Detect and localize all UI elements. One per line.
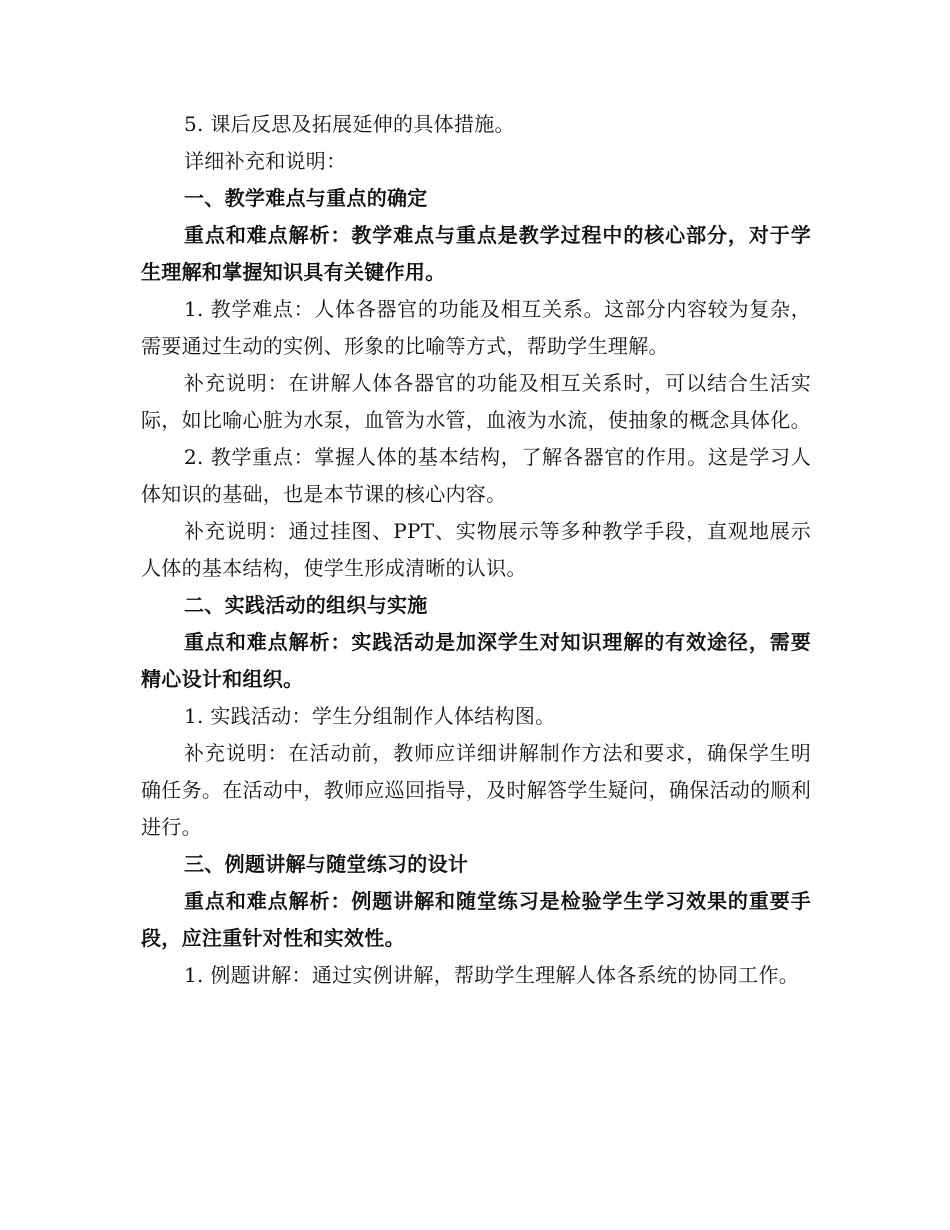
- list-item-5: 5. 课后反思及拓展延伸的具体措施。: [184, 112, 515, 136]
- analysis-paragraph-3: 重点和难点解析：例题讲解和随堂练习是检验学生学习效果的重要手段，应注重针对性和实效性。: [141, 889, 811, 950]
- section-heading-3: 三、例题讲解与随堂练习的设计: [184, 852, 469, 876]
- supplement-paragraph-3: 补充说明：在活动前，教师应详细讲解制作方法和要求，确保学生明确任务。在活动中，教师应巡回指导，及时解答学生疑问，确保活动的顺利进行。: [141, 741, 811, 839]
- section-heading-2: 二、实践活动的组织与实施: [184, 593, 428, 617]
- key-point-paragraph: 2. 教学重点：掌握人体的基本结构，了解各器官的作用。这是学习人体知识的基础，也是本节课的核心内容。: [141, 445, 811, 506]
- analysis-paragraph-1: 重点和难点解析：教学难点与重点是教学过程中的核心部分，对于学生理解和掌握知识具有关键作用。: [141, 223, 811, 284]
- supplement-paragraph-2: 补充说明：通过挂图、PPT、实物展示等多种教学手段，直观地展示人体的基本结构，使学生形成清晰的认识。: [141, 519, 811, 580]
- difficulty-paragraph: 1. 教学难点：人体各器官的功能及相互关系。这部分内容较为复杂，需要通过生动的实例、形象的比喻等方式，帮助学生理解。: [141, 297, 811, 358]
- supplement-paragraph-1: 补充说明：在讲解人体各器官的功能及相互关系时，可以结合生活实际，如比喻心脏为水泵，血管为水管，血液为水流，使抽象的概念具体化。: [141, 371, 811, 432]
- section-heading-1: 一、教学难点与重点的确定: [184, 186, 428, 210]
- supplement-intro: 详细补充和说明：: [184, 149, 347, 173]
- analysis-paragraph-2: 重点和难点解析：实践活动是加深学生对知识理解的有效途径，需要精心设计和组织。: [141, 630, 811, 691]
- document-page: [141, 106, 811, 994]
- activity-paragraph: 1. 实践活动：学生分组制作人体结构图。: [184, 704, 556, 728]
- example-paragraph: 1. 例题讲解：通过实例讲解，帮助学生理解人体各系统的协同工作。: [184, 963, 800, 987]
